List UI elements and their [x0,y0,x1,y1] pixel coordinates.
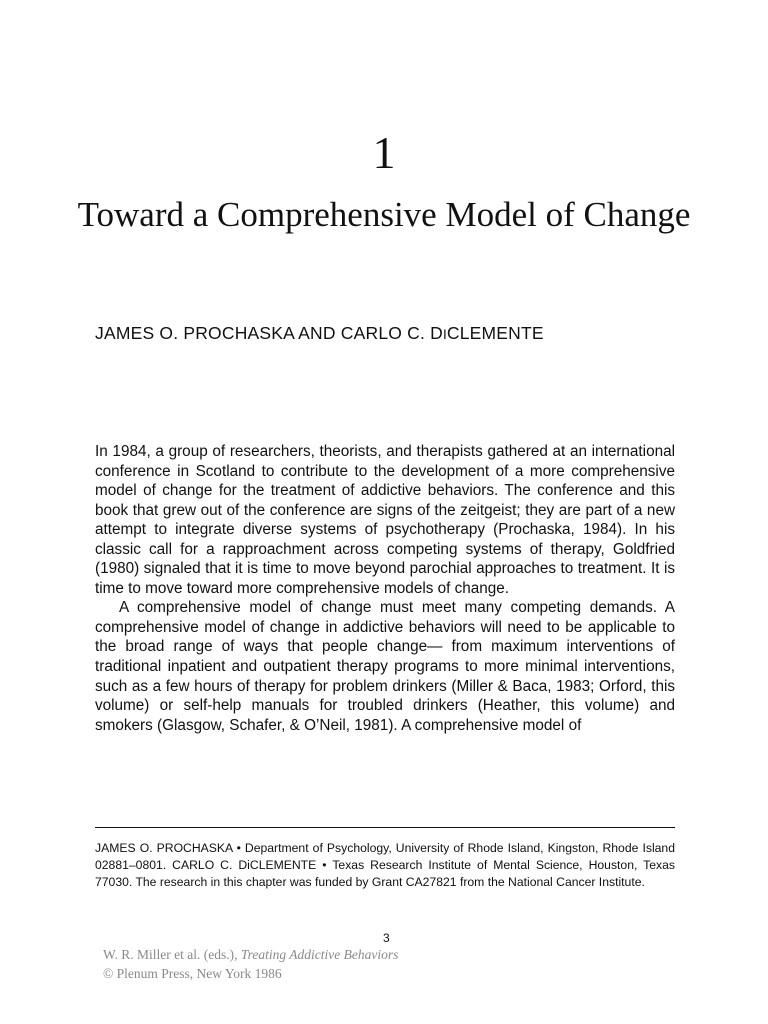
chapter-number: 1 [372,127,396,178]
source-publisher: © Plenum Press, New York 1986 [103,966,282,981]
author-line-small-caps: I [442,327,447,342]
paragraph-2: A comprehensive model of change must meet many competing demands. A comprehensive model of change in addictive behaviors will need to be applicable to the broad range of ways that people change— from maximum interventions of traditional inpatient and outpatient therapy programs to more minimal interventions, such as a few hours of therapy for problem drinkers (Miller & Baca, 1983; Orford, this volume) or self-help manuals for troubled drinkers (Heather, this volume) and smokers (Glasgow, Schafer, & O’Neil, 1981). A comprehensive model of [95,599,675,734]
author-line [95,323,695,344]
source-citation [103,945,398,983]
source-book-title: Treating Addictive Behaviors [240,947,399,962]
author-line-text-end: CLEMENTE [446,323,544,343]
chapter-title: Toward a Comprehensive Model of Change [77,195,691,234]
source-citation-line-1 [103,945,398,964]
body-text [95,442,675,735]
paragraph-1: In 1984, a group of researchers, theorists, and therapists gathered at an international conference in Scotland to contribute to the development of a more comprehensive model of change for the treatment of addictive behaviors. The conference and this book that grew out of the conference are signs of the zeitgeist; they are part of a new attempt to integrate diverse systems of psychotherapy (Prochaska, 1984). In his classic call for a rapproachment across competing systems of therapy, Goldfried (1980) signaled that it is time to move beyond parochial approaches to treatment. It is time to move toward more comprehensive models of change. [95,443,675,597]
page-number: 3 [383,931,390,945]
footnote-divider [95,827,675,828]
author-line-text: JAMES O. PROCHASKA AND CARLO C. D [95,323,443,343]
source-editors: W. R. Miller et al. (eds.), [103,947,238,962]
author-affiliation-footnote: JAMES O. PROCHASKA • Department of Psychology, University of Rhode Island, Kingston, Rhode Island 02881–0801. CARLO C. DiCLEMENTE • Texas Research Institute of Mental Science, Houston, Texas 77030. The research in this chapter was funded by Grant CA27821 from the National Cancer Institute. [95,841,675,889]
